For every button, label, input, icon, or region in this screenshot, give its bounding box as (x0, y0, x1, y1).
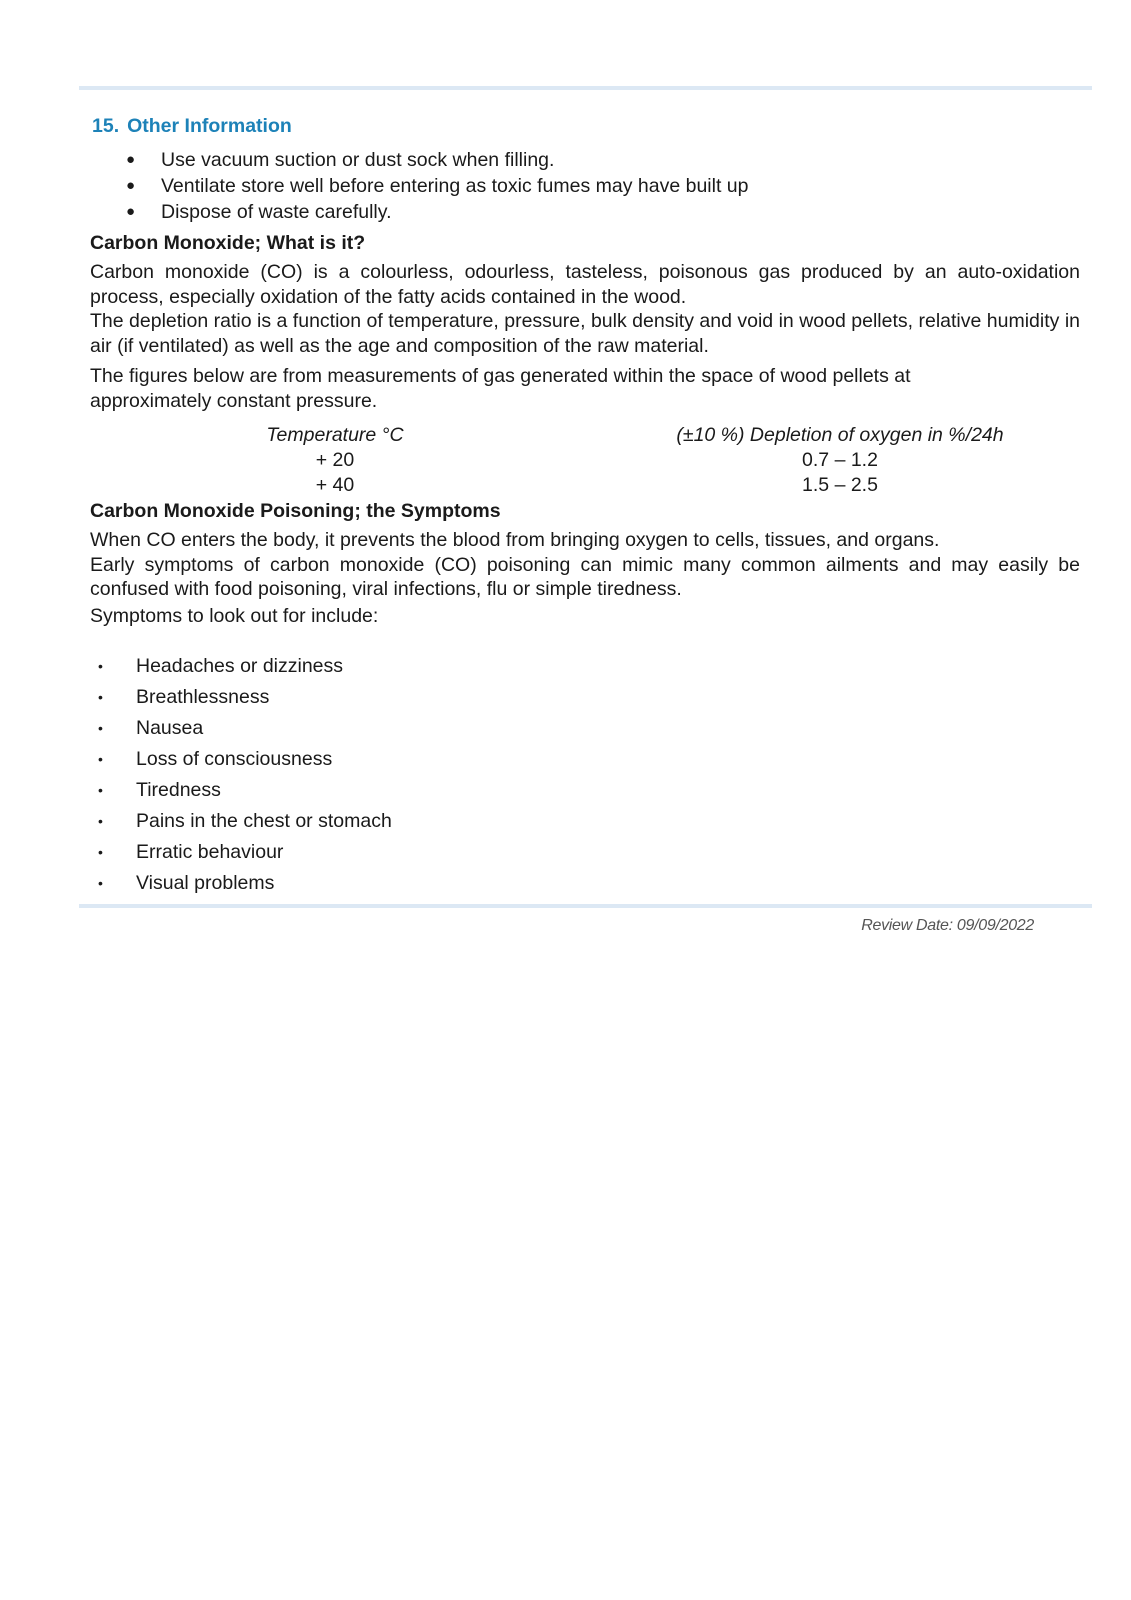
list-item: ● Dispose of waste carefully. (126, 201, 392, 223)
section-heading (92, 115, 292, 138)
list-item: • Visual problems (98, 868, 392, 899)
list-item: ● Use vacuum suction or dust sock when filling. (126, 149, 555, 171)
bullet-icon: • (98, 720, 103, 736)
list-item: • Breathlessness (98, 682, 392, 713)
temperature-header: Temperature °C (266, 424, 404, 446)
co-what-body (90, 260, 1080, 358)
bullet-icon: ● (126, 151, 136, 168)
bullet-icon: ● (126, 177, 136, 194)
bullet-icon: • (98, 875, 103, 891)
top-divider (79, 86, 1092, 90)
list-item: • Tiredness (98, 775, 392, 806)
bullet-icon: • (98, 658, 103, 674)
symptoms-intro: Symptoms to look out for include: (90, 605, 379, 627)
co-figures-intro (90, 364, 990, 413)
bullet-icon: • (98, 813, 103, 829)
table-cell: + 40 (315, 474, 355, 496)
table-cell: 1.5 – 2.5 (802, 474, 878, 496)
symptoms-list (98, 651, 392, 899)
co-poison-body (90, 528, 1080, 602)
co-poison-para-2: Early symptoms of carbon monoxide (CO) poisoning can mimic many common ailments and may easily be confused with food poisoning, viral infections, flu or simple tiredness. (90, 553, 1080, 600)
bullet-icon: • (98, 782, 103, 798)
other-info-list (126, 147, 749, 225)
co-what-para-3: The figures below are from measurements of gas generated within the space of wood pellets at approximately constant pressure. (90, 365, 911, 412)
review-date: Review Date: 09/09/2022 (861, 917, 1034, 934)
list-item: • Nausea (98, 713, 392, 744)
temperature-column (250, 423, 420, 498)
depletion-column (660, 423, 1020, 498)
bullet-icon: • (98, 751, 103, 767)
list-item: • Erratic behaviour (98, 837, 392, 868)
list-item: ● Ventilate store well before entering as toxic fumes may have built up (126, 175, 749, 197)
list-item: • Loss of consciousness (98, 744, 392, 775)
bottom-divider (79, 904, 1092, 908)
list-item: • Headaches or dizziness (98, 651, 392, 682)
bullet-icon: ● (126, 203, 136, 220)
bullet-icon: • (98, 689, 103, 705)
list-item: • Pains in the chest or stomach (98, 806, 392, 837)
co-poison-heading: Carbon Monoxide Poisoning; the Symptoms (90, 500, 501, 522)
co-what-heading: Carbon Monoxide; What is it? (90, 232, 366, 254)
table-cell: + 20 (315, 449, 355, 471)
co-what-para-1: Carbon monoxide (CO) is a colourless, odourless, tasteless, poisonous gas produced by an auto-oxidation process, especially oxidation of the fatty acids contained in the wood. (90, 261, 1080, 308)
co-poison-para-1: When CO enters the body, it prevents the blood from bringing oxygen to cells, tissues, and organs. (90, 529, 940, 551)
section-number: 15. (92, 115, 120, 137)
bullet-icon: • (98, 844, 103, 860)
co-what-para-2: The depletion ratio is a function of temperature, pressure, bulk density and void in wood pellets, relative humidity in air (if ventilated) as well as the age and composition of the raw material. (90, 310, 1080, 357)
table-cell: 0.7 – 1.2 (802, 449, 878, 471)
section-title: Other Information (127, 115, 292, 137)
depletion-header: (±10 %) Depletion of oxygen in %/24h (676, 424, 1004, 446)
